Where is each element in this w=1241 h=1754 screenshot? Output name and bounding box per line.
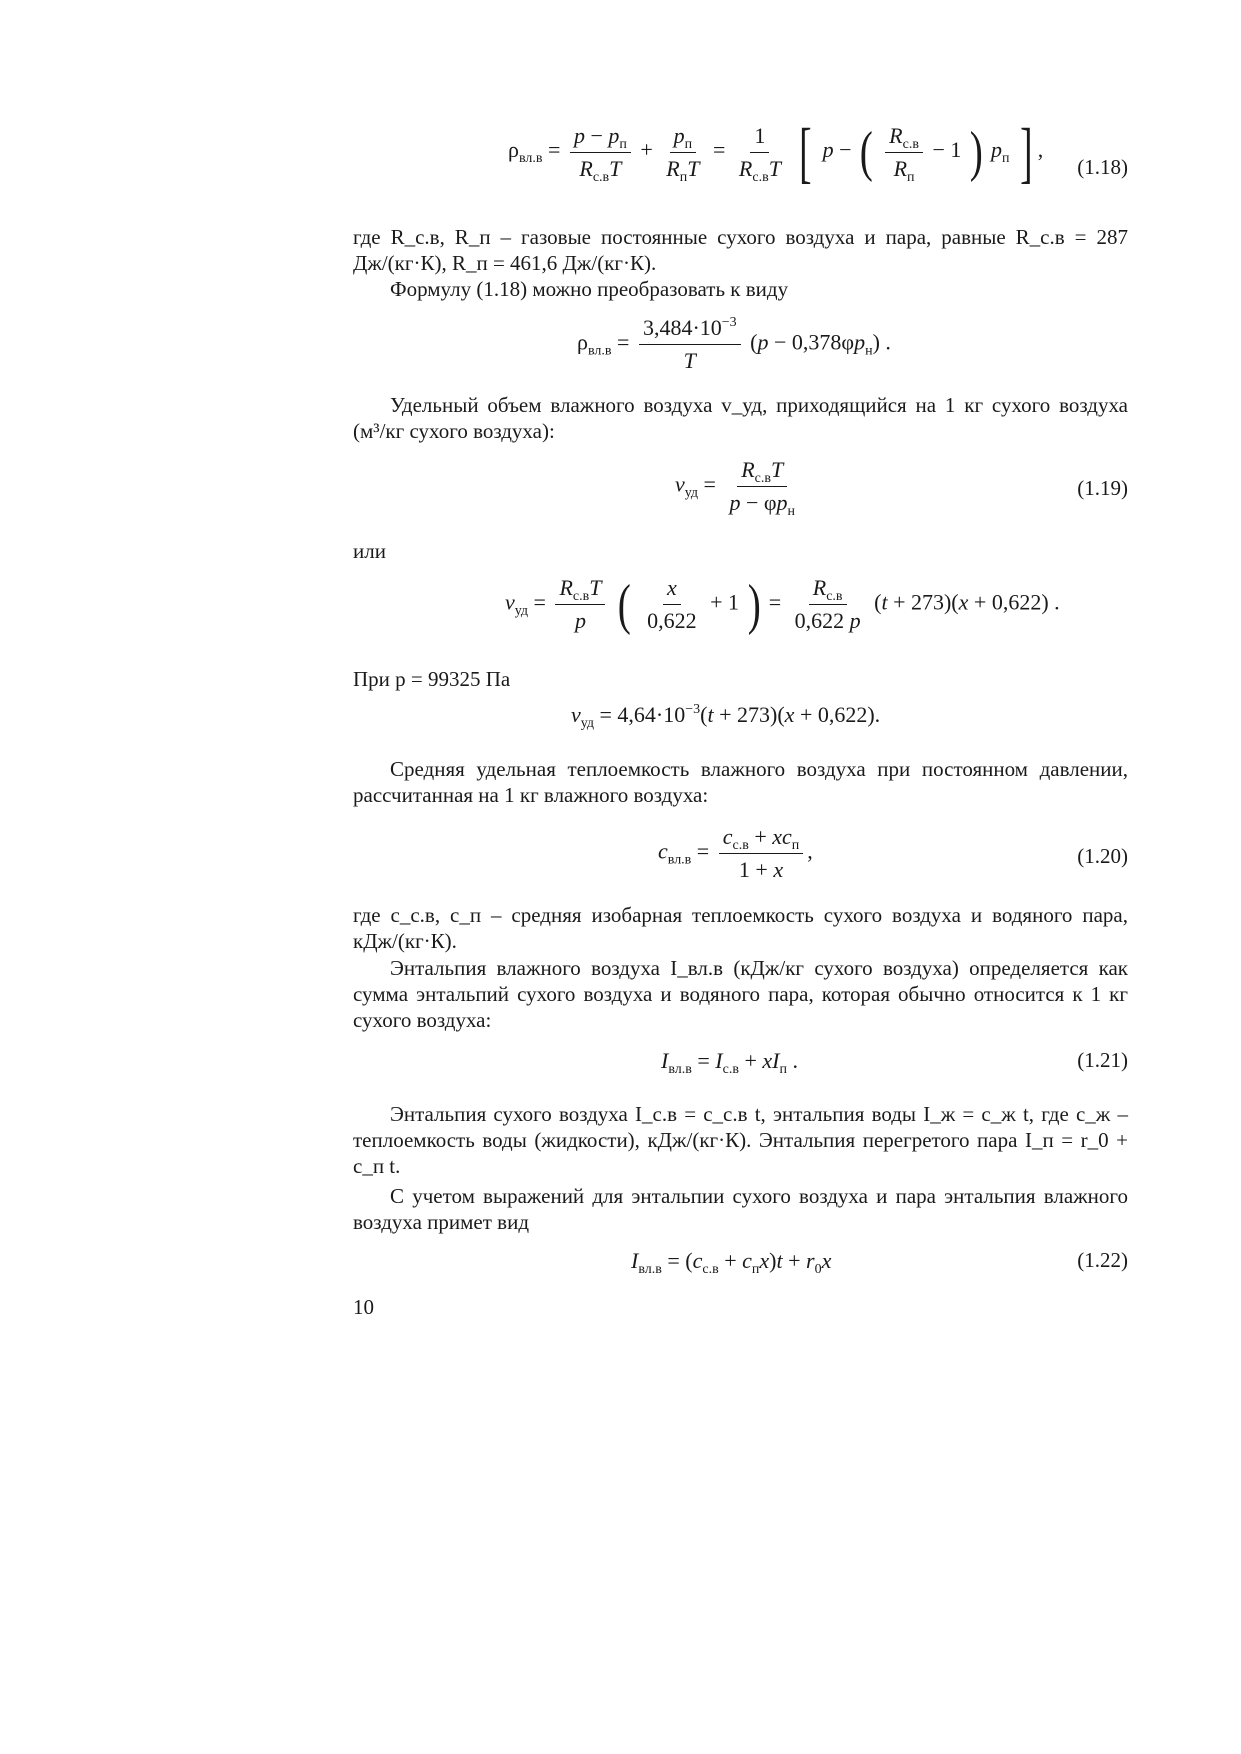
paragraph-text: Энтальпия влажного воздуха I_вл.в (кДж/кг сухого воздуха) определяется как сумма энтальпий сухого воздуха и водяного пара, которая обычно относится к 1 кг сухого воздуха:: [353, 956, 1128, 1032]
paragraph-text: или: [353, 539, 386, 563]
equation-1-22: $I_{вл.в} = (c_{с.в} + c_пx)t + r_0x$: [631, 1248, 832, 1277]
paragraph-text: Удельный объем влажного воздуха v_уд, приходящийся на 1 кг сухого воздуха (м³/кг сухого воздуха):: [353, 393, 1128, 443]
paragraph: [353, 666, 1128, 692]
equation-1-21: $I_{вл.в} = I_{с.в} + xI_п$ .: [661, 1048, 798, 1077]
equation-vud-expanded: $v_{уд}$ = $\frac{R_{с.в}T}{p}$ ( $\frac{x}{0,622}$ + 1 ) = $\frac{R_{с.в}}{0,622 p}$ (t + 273)(x + 0,622) .: [505, 573, 1060, 636]
equation-1-18: $\rho_{вл.в}$ = $\frac{p - p_п}{R_{с.в}T}$ + $\frac{p_п}{R_пT}$ = $\frac{1}{R_{с.в}T}$ [ p − ( $\frac{R_{с.в}}{R_п}$ − 1 ) $p_п$ ] ,: [508, 114, 1044, 190]
paragraph: [353, 756, 1128, 808]
equation-1-19: $v_{уд}$ = $\frac{R_{с.в}T}{p - \varphi p_н}$: [675, 457, 796, 519]
paragraph: [353, 955, 1128, 1033]
paragraph: [353, 538, 1128, 564]
equation-number: (1.18): [1077, 155, 1128, 179]
paragraph-text: Энтальпия сухого воздуха I_с.в = c_с.в t, энтальпия воды I_ж = c_ж t, где c_ж – теплоемкость воды (жидкости), кДж/(кг·К). Энтальпия перегретого пара I_п = r_0 + c_п t.: [353, 1102, 1128, 1178]
paragraph-text: Средняя удельная теплоемкость влажного воздуха при постоянном давлении, рассчитанная на 1 кг влажного воздуха:: [353, 757, 1128, 807]
paragraph: [353, 1183, 1128, 1235]
page-number: 10: [353, 1295, 374, 1319]
paragraph: [353, 392, 1128, 444]
equation-number: (1.19): [1077, 476, 1128, 500]
equation-number: (1.20): [1077, 844, 1128, 868]
equation-rho-converted: $\rho_{вл.в}$ = $\frac{3,484\cdot 10^{-3}}{T}$ $(p - 0,378\varphi p_н)$ .: [577, 315, 891, 373]
paragraph: [353, 224, 1128, 276]
equation-number: (1.21): [1077, 1048, 1128, 1072]
paragraph: [353, 1101, 1128, 1179]
paragraph: [353, 902, 1128, 954]
paragraph-text: где c_с.в, c_п – средняя изобарная теплоемкость сухого воздуха и водяного пара, кДж/(кг·К).: [353, 903, 1128, 953]
paragraph: [353, 276, 1128, 302]
paragraph-text: где R_с.в, R_п – газовые постоянные сухого воздуха и пара, равные R_с.в = 287 Дж/(кг·К), R_п = 461,6 Дж/(кг·К).: [353, 225, 1128, 275]
paragraph-text: При p = 99325 Па: [353, 667, 511, 691]
paragraph-text: Формулу (1.18) можно преобразовать к виду: [390, 277, 789, 301]
equation-1-20: $c_{вл.в}$ = $\frac{c_{с.в} + xc_п}{1 + x}$ ,: [658, 824, 813, 882]
equation-number: (1.22): [1077, 1248, 1128, 1272]
paragraph-text: С учетом выражений для энтальпии сухого воздуха и пара энтальпия влажного воздуха примет вид: [353, 1184, 1128, 1234]
equation-vud-numeric: $v_{уд} = 4,64\cdot 10^{-3}(t + 273)(x + 0,622)$.: [571, 702, 881, 731]
